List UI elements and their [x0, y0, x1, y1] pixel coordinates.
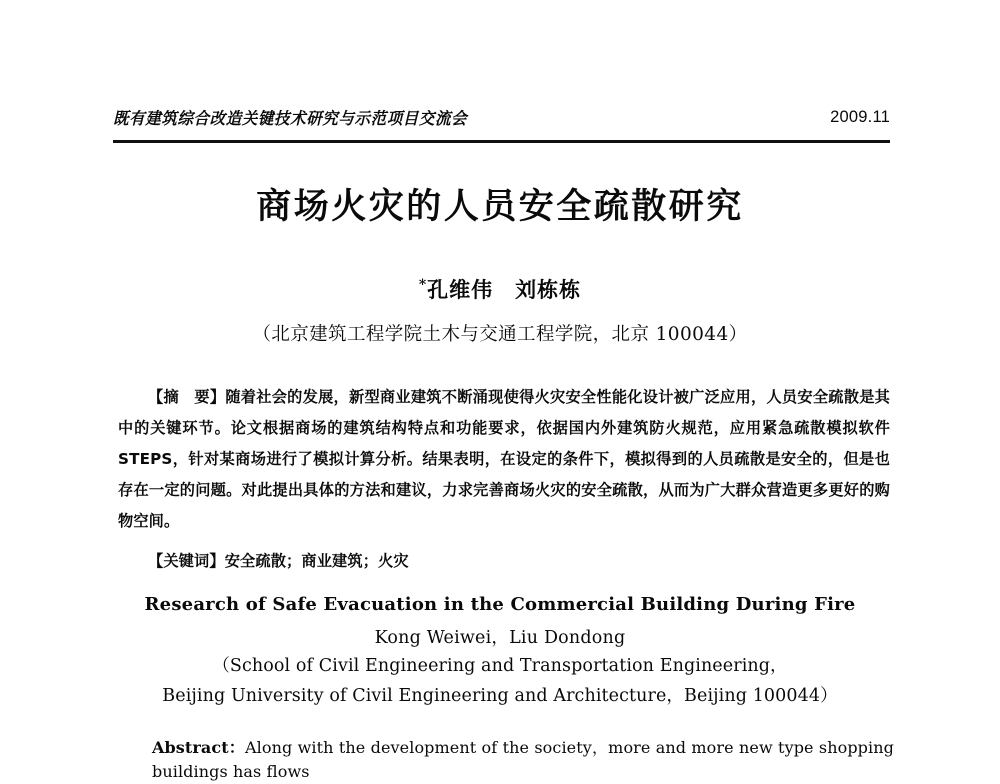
keywords-label-chinese: 【关键词】 [148, 552, 225, 570]
header-divider-rule [113, 140, 890, 143]
affiliation-english-line2: Beijing University of Civil Engineering and Architecture，Beijing 100044） [162, 686, 838, 706]
abstract-label-english: Abstract： [152, 738, 245, 757]
affiliation-english-line1: （School of Civil Engineering and Transportation Engineering， [212, 656, 788, 676]
abstract-body-english: Along with the development of the society，more and more new type shopping buildings has flows [152, 738, 894, 781]
abstract-english [152, 736, 894, 784]
abstract-body-chinese: 随着社会的发展，新型商业建筑不断涌现使得火灾安全性能化设计被广泛应用，人员安全疏散是其中的关键环节。论文根据商场的建筑结构特点和功能要求，依据国内外建筑防火规范，应用紧急疏散模拟软件 STEPS，针对某商场进行了模拟计算分析。结果表明，在设定的条件下，模拟得到的人员疏散是安全的，但是也存在一定的问题。对此提出具体的方法和建议，力求完善商场火灾的安全疏散，从而为广大群众营造更多更好的购物空间。 [118, 388, 891, 530]
conference-title: 既有建筑综合改造关键技术研究与示范项目交流会 [113, 107, 468, 129]
keywords-body-chinese: 安全疏散；商业建筑；火灾 [224, 552, 409, 570]
page-title-chinese: 商场火灾的人员安全疏散研究 [256, 187, 744, 227]
affiliation-chinese: （北京建筑工程学院土木与交通工程学院，北京 100044） [252, 324, 748, 345]
page-title-english: Research of Safe Evacuation in the Commercial Building During Fire [144, 594, 856, 615]
author-line-chinese [0, 274, 1000, 304]
author-name-second-chinese: 刘栋栋 [515, 277, 582, 302]
abstract-label-chinese: 【摘 要】 [148, 388, 226, 406]
running-header [113, 108, 890, 127]
issue-date: 2009.11 [830, 108, 890, 126]
author-name-first-chinese: 孔维伟 [427, 277, 494, 302]
author-line-english: Kong Weiwei，Liu Dondong [374, 628, 626, 648]
corresponding-author-marker: * [418, 277, 428, 293]
keywords-chinese [118, 548, 890, 574]
abstract-chinese [118, 382, 890, 537]
